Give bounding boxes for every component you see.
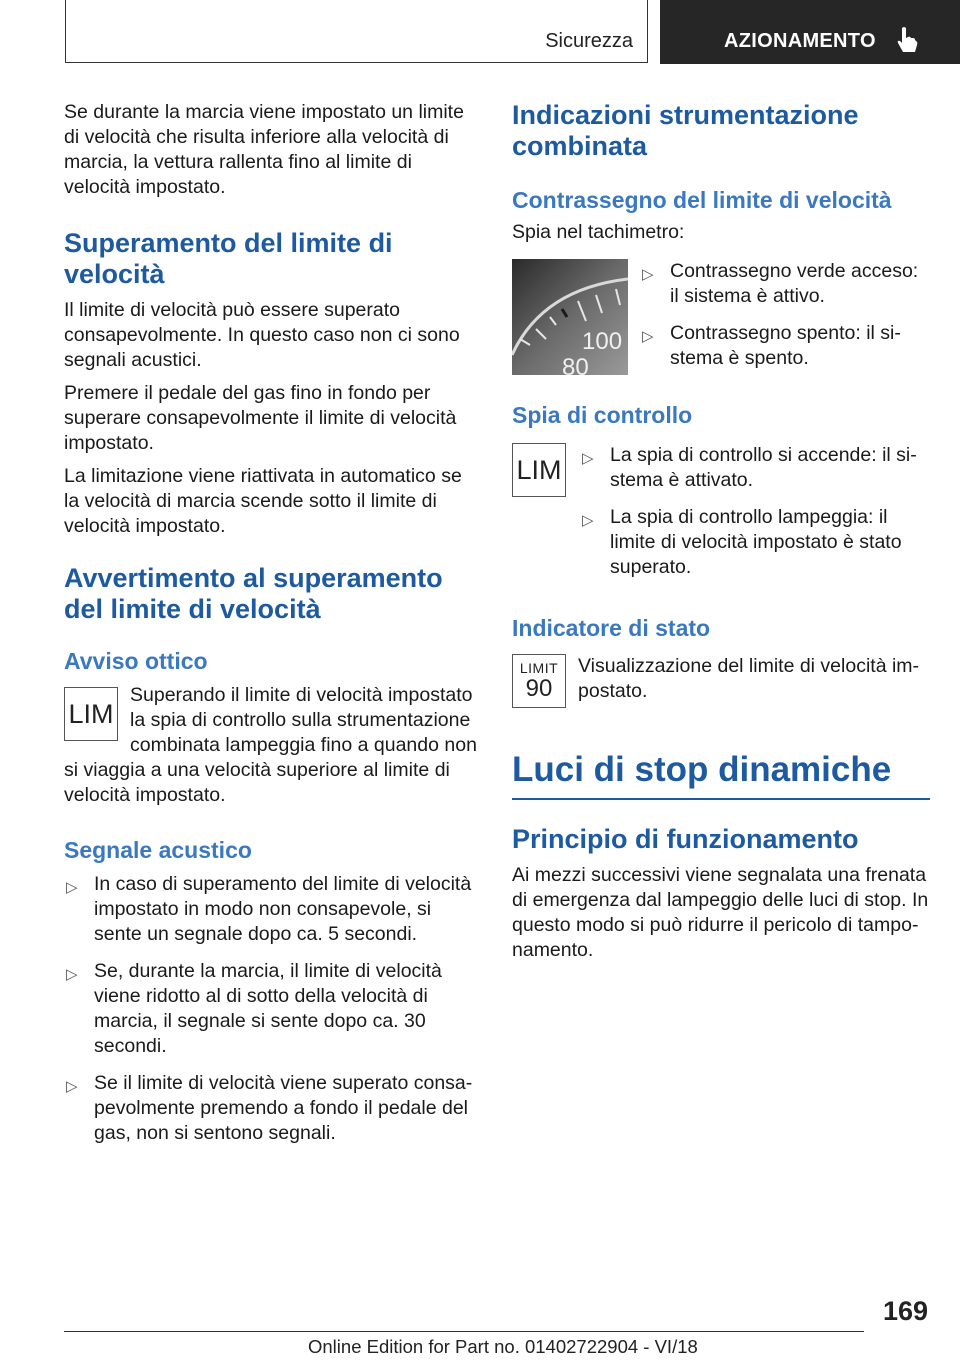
spia-controllo-list xyxy=(580,443,930,580)
avviso-ottico-text: Superando il limite di velocità impostato la spia di controllo sulla strumentazione combinata lampeggia fino a quando non si viaggia a una velocità superiore al limite di velocità impostato. xyxy=(64,684,477,806)
list-item: ▷ Se, durante la marcia, il limite di velocità viene ridotto al di sotto della velocità di marcia, il segnale si sente dopo ca. 30 secondi. xyxy=(66,960,442,1057)
triangle-bullet-icon: ▷ xyxy=(66,966,78,983)
section-rule xyxy=(512,798,930,800)
contrassegno-heading: Contrassegno del limite di velocità xyxy=(512,187,892,213)
speed-limit-status-icon xyxy=(512,654,566,708)
header-section-title: Sicurezza xyxy=(545,30,633,52)
indicatore-stato-text: Visualizzazione del limite di velocità impostato. xyxy=(578,655,920,702)
spia-controllo-row xyxy=(512,443,930,592)
lim-icon-label: LIM xyxy=(516,454,562,485)
triangle-bullet-icon: ▷ xyxy=(642,266,654,283)
page-number: 169 xyxy=(882,1296,928,1326)
list-item: ▷ Se il limite di velocità viene superato consapevolmente premendo a fondo il pedale del gas, non si sentono segnali. xyxy=(66,1072,473,1144)
indicazioni-heading: Indicazioni strumentazione combinata xyxy=(512,100,859,161)
lim-icon-label: LIM xyxy=(68,698,114,729)
header-chapter-title: AZIONAMENTO xyxy=(724,30,876,52)
list-item: ▷ In caso di superamento del limite di velocità impostato in modo non consapevole, si sente un segnale dopo ca. 5 secondi. xyxy=(66,873,472,945)
list-item: ▷ Contrassegno verde acceso: il sistema è attivo. xyxy=(642,260,919,307)
speedo-label-80: 80 xyxy=(562,354,589,375)
intro-paragraph: Se durante la marcia viene impostato un limite di velocità che risulta inferiore alla velocità di marcia, la vettura rallenta fino al limite di velocità impostato. xyxy=(64,101,464,198)
lim-warning-icon xyxy=(64,687,118,741)
indicatore-stato-row xyxy=(512,654,930,712)
right-column xyxy=(512,100,930,971)
list-item: ▷ Contrassegno spento: il sistema è spento. xyxy=(642,322,901,369)
principio-text: Ai mezzi successivi viene segnalata una frenata di emergenza dal lampeggio delle luci di stop. In questo modo si può ridurre il pericolo di tamponamento. xyxy=(512,864,929,961)
speedometer-image xyxy=(512,259,628,375)
superamento-paragraph-2: Premere il pedale del gas fino in fondo per superare consapevolmente il limite di velocità impostato. xyxy=(64,382,457,454)
left-column xyxy=(64,100,478,1158)
superamento-heading: Superamento del limite di velocità xyxy=(64,228,393,289)
speedo-label-100: 100 xyxy=(582,328,623,355)
contrassegno-row xyxy=(512,259,930,383)
list-item: ▷ La spia di controllo lampeggia: il limite di velocità impostato è stato superato. xyxy=(582,506,902,578)
principio-heading: Principio di funzionamento xyxy=(512,824,859,854)
header-section-box xyxy=(65,0,648,63)
segnale-acustico-list xyxy=(64,872,478,1146)
triangle-bullet-icon: ▷ xyxy=(582,512,594,529)
limit-icon-label: LIMIT xyxy=(519,660,559,676)
triangle-bullet-icon: ▷ xyxy=(66,1078,78,1095)
avviso-ottico-heading: Avviso ottico xyxy=(64,648,208,674)
segnale-acustico-heading: Segnale acustico xyxy=(64,837,252,863)
header-chapter-tab xyxy=(660,0,960,64)
triangle-bullet-icon: ▷ xyxy=(66,879,78,896)
indicatore-stato-heading: Indicatore di stato xyxy=(512,615,711,641)
footer-rule xyxy=(64,1331,864,1332)
superamento-paragraph-3: La limitazione viene riattivata in automatico se la velocità di marcia scende sotto il limite di velocità impostato. xyxy=(64,465,462,537)
pointing-hand-icon xyxy=(896,26,918,54)
footer-edition: Online Edition for Part no. 01402722904 - VI/18 xyxy=(308,1336,698,1357)
spia-controllo-heading: Spia di controllo xyxy=(512,402,693,428)
luci-stop-heading: Luci di stop dinamiche xyxy=(512,750,892,789)
lim-indicator-icon xyxy=(512,443,566,497)
contrassegno-list xyxy=(640,259,930,371)
superamento-paragraph-1: Il limite di velocità può essere superato consapevolmente. In questo caso non ci sono segnali acustici. xyxy=(64,299,460,371)
list-item: ▷ La spia di controllo si accende: il sistema è attivato. xyxy=(582,444,917,491)
triangle-bullet-icon: ▷ xyxy=(582,450,594,467)
spia-tachimetro-label: Spia nel tachimetro: xyxy=(512,221,685,243)
avviso-ottico-block xyxy=(64,683,478,808)
avvertimento-heading: Avvertimento al superamento del limite di velocità xyxy=(64,563,443,624)
triangle-bullet-icon: ▷ xyxy=(642,328,654,345)
limit-icon-value: 90 xyxy=(525,675,553,702)
